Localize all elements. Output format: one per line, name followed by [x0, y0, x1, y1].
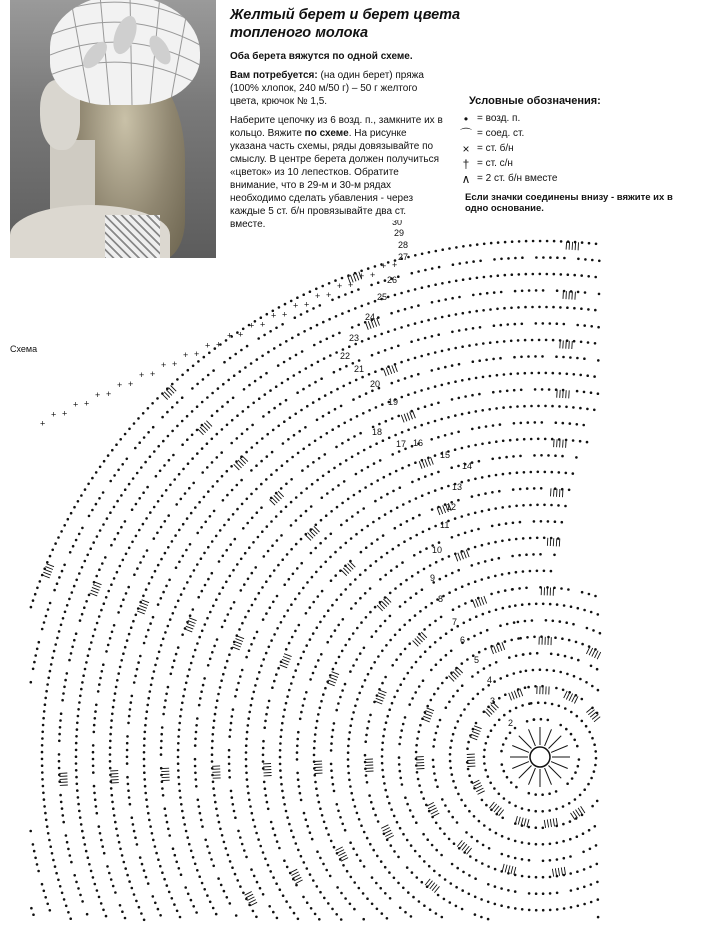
photo-lace-hat — [50, 0, 200, 105]
legend-item-dc — [455, 156, 675, 171]
svg-text:+: + — [205, 340, 211, 351]
row-number: 13 — [452, 482, 463, 492]
svg-text:+: + — [381, 261, 387, 272]
svg-text:+: + — [172, 359, 178, 370]
row-number: 27 — [398, 252, 409, 262]
row-number: 23 — [349, 333, 360, 343]
diagram-label: Схема — [10, 344, 38, 354]
legend-label: = соед. ст. — [477, 128, 525, 139]
svg-text:+: + — [106, 388, 112, 399]
svg-text:+: + — [40, 418, 46, 429]
row-number: 30 — [392, 220, 403, 227]
row-number: 5 — [474, 655, 480, 665]
instructions-paragraph — [230, 114, 444, 231]
double-crochet-icon: † — [462, 156, 470, 171]
instructions-bold: по схеме — [304, 128, 349, 139]
svg-text:+: + — [315, 290, 321, 301]
svg-text:+: + — [73, 399, 79, 410]
svg-text:+: + — [337, 280, 343, 291]
page-title: Желтый берет и берет цвета топленого молока — [230, 7, 461, 41]
svg-text:+: + — [238, 329, 244, 340]
row-number: 24 — [365, 312, 376, 322]
svg-text:+: + — [370, 270, 376, 281]
svg-text:+: + — [95, 389, 101, 400]
svg-text:+: + — [161, 360, 167, 371]
svg-text:+: + — [326, 289, 332, 300]
row-number: 26 — [387, 275, 398, 285]
row-number: 4 — [487, 675, 493, 685]
row-number: 14 — [462, 461, 473, 471]
svg-text:+: + — [128, 378, 134, 389]
legend-note: Если значки соединены внизу - вяжите их в одно основание. — [465, 192, 673, 214]
svg-text:+: + — [84, 398, 90, 409]
svg-text:+: + — [194, 349, 200, 360]
row-number: 25 — [377, 292, 388, 302]
materials-paragraph — [230, 69, 444, 108]
svg-text:+: + — [293, 300, 299, 311]
svg-text:+: + — [359, 270, 365, 281]
row-number: 15 — [440, 450, 451, 460]
svg-text:+: + — [260, 319, 266, 330]
row-number: 10 — [432, 545, 443, 555]
article-text — [230, 50, 444, 237]
row-numbers — [340, 220, 513, 728]
svg-text:+: + — [392, 260, 398, 271]
row-number: 7 — [452, 617, 458, 627]
slip-stitch-icon: ⌒ — [459, 127, 472, 141]
row-number: 9 — [430, 573, 436, 583]
row-number: 11 — [440, 520, 450, 530]
svg-text:+: + — [271, 310, 277, 321]
row-number: 8 — [438, 594, 444, 604]
legend-item-sc — [455, 141, 675, 156]
row-number: 2 — [508, 718, 514, 728]
legend-item-slip — [455, 126, 675, 141]
single-crochet-icon: × — [462, 141, 470, 156]
legend-label: = возд. п. — [477, 113, 521, 124]
svg-text:+: + — [183, 350, 189, 361]
diagram-stitches — [29, 240, 601, 921]
row-number: 20 — [370, 379, 381, 389]
row-number: 18 — [372, 427, 383, 437]
row-number: 12 — [446, 502, 457, 512]
svg-text:+: + — [51, 409, 57, 420]
svg-text:+: + — [348, 279, 354, 290]
row-number: 29 — [394, 228, 405, 238]
crochet-diagram — [0, 220, 701, 949]
legend-label: = ст. б/н — [477, 143, 514, 154]
row-number: 28 — [398, 240, 409, 250]
intro-text: Оба берета вяжутся по одной схеме. — [230, 51, 413, 62]
legend-label: = ст. с/н — [477, 158, 513, 169]
legend-label: = 2 ст. б/н вместе — [477, 173, 558, 184]
svg-text:+: + — [150, 369, 156, 380]
legend-item-chain — [455, 111, 675, 126]
row-number: 17 — [396, 439, 407, 449]
instructions-part2: . На рисунке указана часть схемы, ряды довязывайте по смыслу. В центре берета должен получиться «цветок» из 10 лепестков. Обратите внимание, что в 29-м и 30-м рядах необходимо сделать убавления - через каждые 5 ст. б/н провязывайте два ст. вместе. — [230, 128, 440, 230]
row-number: 3 — [490, 696, 496, 706]
row-number: 22 — [340, 351, 351, 361]
row-number: 19 — [388, 397, 399, 407]
decrease-icon: ∧ — [461, 171, 471, 186]
row-number: 16 — [413, 438, 424, 448]
row-number: 21 — [354, 364, 365, 374]
svg-text:+: + — [139, 369, 145, 380]
legend-item-dec — [455, 171, 675, 186]
svg-text:+: + — [117, 379, 123, 390]
svg-text:+: + — [227, 330, 233, 341]
svg-text:+: + — [282, 309, 288, 320]
legend-title: Условные обозначения: — [469, 95, 601, 107]
row-number: 6 — [460, 635, 466, 645]
legend — [455, 95, 675, 214]
materials-label: Вам потребуется: — [230, 70, 318, 81]
svg-text:+: + — [216, 339, 222, 350]
svg-text:+: + — [304, 299, 310, 310]
svg-text:+: + — [249, 320, 255, 331]
chain-stitch-icon: • — [463, 111, 469, 126]
materials-text: (на один берет) пряжа (100% хлопок, 240 м/50 г) – 50 г желтого цвета, крючок № 1,5. — [230, 70, 424, 107]
svg-text:+: + — [62, 408, 68, 419]
instructions-part1: Наберите цепочку из 6 возд. п., замкните их в кольцо. Вяжите — [230, 115, 443, 139]
